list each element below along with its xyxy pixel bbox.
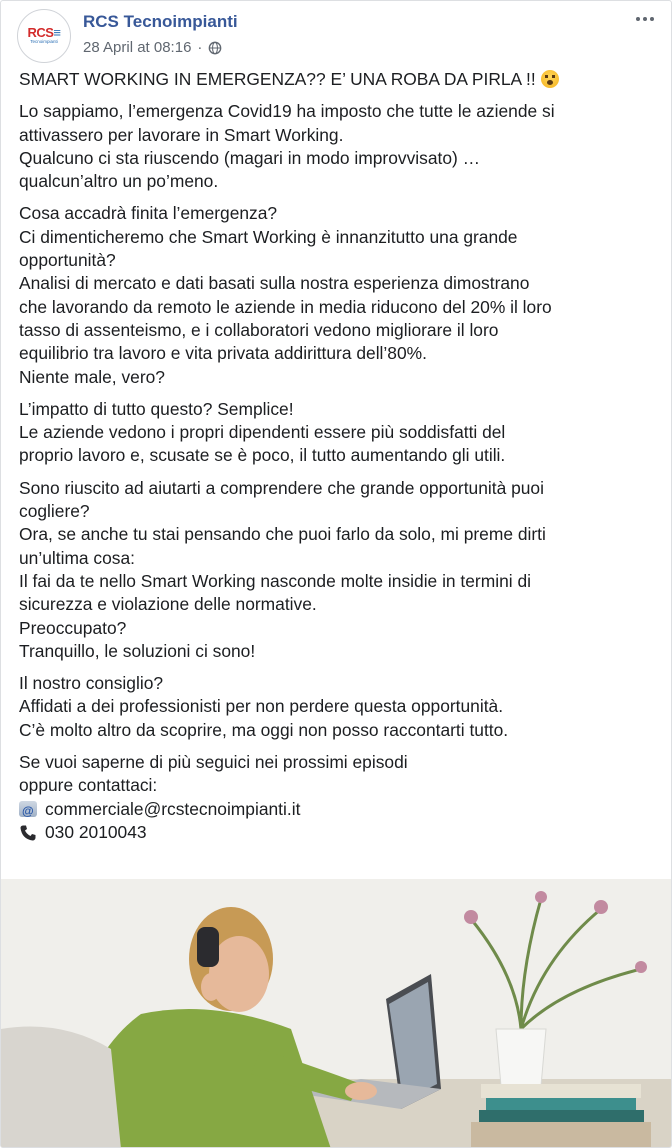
post-text-line bbox=[19, 593, 657, 616]
page-name-link[interactable]: RCS Tecnoimpianti bbox=[83, 12, 238, 31]
post-text: oppure contattaci: bbox=[19, 775, 158, 796]
post-text: equilibrio tra lavoro e vita privata addirittura dell’80%. bbox=[19, 343, 427, 364]
post-photo[interactable] bbox=[1, 879, 671, 1148]
post-text: Tranquillo, le soluzioni ci sono! bbox=[19, 640, 256, 661]
post-text-line bbox=[19, 672, 657, 695]
post-text-line bbox=[19, 640, 657, 663]
post-text-line bbox=[19, 751, 657, 774]
post-paragraph bbox=[19, 68, 657, 91]
post-text: Le aziende vedono i propri dipendenti essere più soddisfatti del bbox=[19, 422, 506, 443]
post-text-line bbox=[19, 319, 657, 342]
post-text: opportunità? bbox=[19, 250, 116, 271]
email-icon bbox=[19, 801, 37, 817]
woman-working-on-laptop-photo bbox=[1, 879, 671, 1148]
post-text: che lavorando da remoto le aziende in media riducono del 20% il loro bbox=[19, 296, 552, 317]
meta-separator: · bbox=[197, 39, 203, 56]
post-text-line bbox=[19, 719, 657, 742]
post-text: proprio lavoro e, scusate se è poco, il tutto aumentando gli utili. bbox=[19, 445, 506, 466]
post-text-line bbox=[19, 124, 657, 147]
phone-contact bbox=[19, 821, 657, 844]
post-text: Il nostro consiglio? bbox=[19, 673, 164, 694]
post-text: Ora, se anche tu stai pensando che puoi farlo da solo, mi preme dirti bbox=[19, 524, 546, 545]
avatar-logo: RCS≡ bbox=[27, 25, 61, 40]
phone-number[interactable]: 030 2010043 bbox=[45, 821, 147, 842]
post-text: Ci dimenticheremo che Smart Working è innanzitutto una grande bbox=[19, 226, 518, 247]
post-text: Preoccupato? bbox=[19, 617, 127, 638]
post-text-line bbox=[19, 421, 657, 444]
post-text: Sono riuscito ad aiutarti a comprendere che grande opportunità puoi bbox=[19, 477, 544, 498]
post-text: Se vuoi saperne di più seguici nei prossimi episodi bbox=[19, 752, 408, 773]
post-text: attivassero per lavorare in Smart Working. bbox=[19, 124, 344, 145]
post-paragraph bbox=[19, 751, 657, 844]
globe-icon[interactable] bbox=[208, 41, 222, 55]
post-text-line bbox=[19, 366, 657, 389]
post-header bbox=[17, 9, 655, 61]
post-text: Qualcuno ci sta riuscendo (magari in modo improvvisato) … bbox=[19, 147, 481, 168]
post-text-line bbox=[19, 695, 657, 718]
post-paragraph bbox=[19, 398, 657, 468]
post-text-line bbox=[19, 202, 657, 225]
post-text-line bbox=[19, 272, 657, 295]
post-text-line bbox=[19, 523, 657, 546]
post-text: Affidati a dei professionisti per non perdere questa opportunità. bbox=[19, 696, 504, 717]
post-paragraph bbox=[19, 202, 657, 388]
post-text: L’impatto di tutto questo? Semplice! bbox=[19, 398, 294, 419]
post-text: sicurezza e violazione delle normative. bbox=[19, 594, 317, 615]
post-text: tasso di assenteismo, e i collaboratori vedono migliorare il loro bbox=[19, 319, 499, 340]
post-text-line bbox=[19, 500, 657, 523]
post-text-line bbox=[19, 342, 657, 365]
post-text-line bbox=[19, 617, 657, 640]
post-text-line bbox=[19, 100, 657, 123]
post-text: C’è molto altro da scoprire, ma oggi non posso raccontarti tutto. bbox=[19, 719, 509, 740]
post-text: SMART WORKING IN EMERGENZA?? E’ UNA ROBA DA PIRLA !! bbox=[19, 69, 536, 89]
post-text-line bbox=[19, 226, 657, 249]
page-avatar[interactable] bbox=[17, 9, 71, 63]
post-text-line bbox=[19, 774, 657, 797]
email-link[interactable]: commerciale@rcstecnoimpianti.it bbox=[45, 798, 301, 819]
post-body bbox=[19, 68, 657, 844]
avatar-logo-sub: Tecnoimpianti bbox=[30, 39, 58, 44]
more-options-icon[interactable] bbox=[633, 9, 657, 29]
post-text: qualcun’altro un po’meno. bbox=[19, 171, 219, 192]
phone-icon bbox=[19, 824, 37, 842]
post-text: Il fai da te nello Smart Working nasconde molte insidie in termini di bbox=[19, 570, 531, 591]
post-text-line bbox=[19, 170, 657, 193]
post-text-line bbox=[19, 570, 657, 593]
post-text-line bbox=[19, 398, 657, 421]
post-text-line bbox=[19, 477, 657, 500]
post-text-line bbox=[19, 547, 657, 570]
post-text: Cosa accadrà finita l’emergenza? bbox=[19, 203, 278, 224]
email-contact bbox=[19, 798, 657, 821]
post-meta bbox=[83, 39, 222, 56]
post-timestamp[interactable]: 28 April at 08:16 bbox=[83, 39, 192, 56]
post-text-line bbox=[19, 147, 657, 170]
post-paragraph bbox=[19, 477, 657, 663]
post-text: Analisi di mercato e dati basati sulla nostra esperienza dimostrano bbox=[19, 273, 530, 294]
post-paragraph bbox=[19, 672, 657, 742]
post-paragraph bbox=[19, 100, 657, 193]
post-text: Niente male, vero? bbox=[19, 366, 165, 387]
post-text: un’ultima cosa: bbox=[19, 547, 135, 568]
post-text-line bbox=[19, 296, 657, 319]
post-text-line bbox=[19, 68, 657, 91]
post-text: Lo sappiamo, l’emergenza Covid19 ha imposto che tutte le aziende si bbox=[19, 101, 555, 122]
post-text: cogliere? bbox=[19, 501, 90, 522]
post-text-line bbox=[19, 444, 657, 467]
screaming-face-emoji-icon bbox=[541, 70, 559, 88]
post-text-line bbox=[19, 249, 657, 272]
